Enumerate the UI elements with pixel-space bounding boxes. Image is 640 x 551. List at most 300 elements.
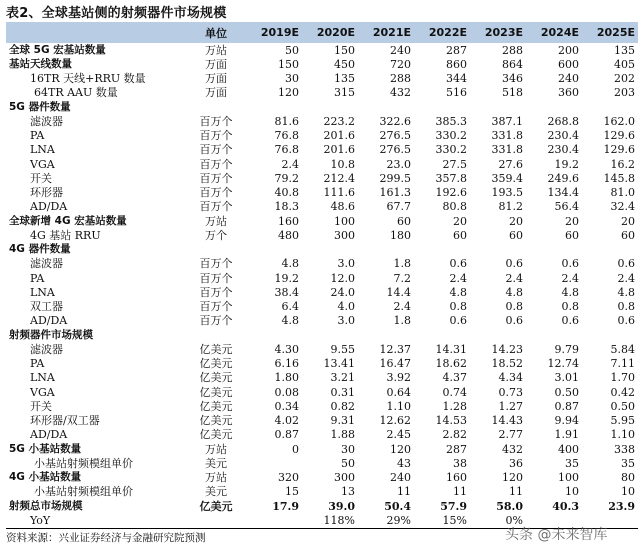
row-value — [470, 328, 526, 342]
header-unit: 单位 — [186, 22, 246, 43]
row-unit: 百万个 — [199, 300, 233, 314]
row-value: 276.5 — [379, 143, 411, 157]
table-row — [6, 414, 638, 428]
row-value: 15% — [414, 513, 470, 528]
row-label: 16TR 天线+RRU 数量 — [30, 72, 146, 86]
table-row — [6, 214, 638, 228]
row-label: 开关 — [30, 171, 52, 185]
row-value: 7.11 — [610, 357, 635, 371]
row-value: 331.8 — [491, 129, 523, 143]
row-value: 2.45 — [386, 428, 411, 442]
row-value: 4.02 — [274, 414, 299, 428]
row-value: 14.4 — [386, 285, 411, 299]
table-row — [6, 328, 638, 342]
row-label: VGA — [30, 157, 55, 171]
row-value: 50 — [285, 43, 299, 57]
row-value: 120 — [502, 471, 523, 485]
row-value: 5.84 — [610, 342, 635, 356]
row-value: 200 — [558, 43, 579, 57]
row-value — [358, 328, 414, 342]
row-value: 60 — [565, 228, 579, 242]
row-label: 环形器 — [30, 186, 63, 200]
row-value: 1.27 — [498, 399, 523, 413]
row-value: 24.0 — [330, 285, 355, 299]
row-value: 20 — [453, 214, 467, 228]
row-value: 3.21 — [330, 371, 355, 385]
row-value: 100 — [558, 471, 579, 485]
table-row — [6, 471, 638, 485]
row-value: 0.8 — [561, 300, 579, 314]
row-value — [246, 100, 302, 114]
row-value: 81.0 — [610, 186, 635, 200]
row-value: 38.4 — [274, 285, 299, 299]
table-row — [6, 300, 638, 314]
row-value: 18.52 — [491, 357, 523, 371]
row-value: 338 — [614, 442, 635, 456]
row-unit: 亿美元 — [199, 371, 233, 385]
row-unit: 百万个 — [199, 143, 233, 157]
row-label: LNA — [30, 285, 55, 299]
row-value: 0.31 — [330, 385, 355, 399]
row-unit: 万站 — [205, 43, 227, 57]
row-value: 81.2 — [498, 200, 523, 214]
table-row — [6, 171, 638, 185]
row-value: 240 — [390, 43, 411, 57]
table-row — [6, 285, 638, 299]
row-value: 6.4 — [281, 300, 299, 314]
row-value: 0.50 — [554, 385, 579, 399]
row-value: 180 — [390, 228, 411, 242]
row-value: 0% — [470, 513, 526, 528]
row-value — [358, 100, 414, 114]
row-value: 212.4 — [323, 171, 355, 185]
row-value: 23.0 — [386, 157, 411, 171]
row-value: 344 — [446, 72, 467, 86]
row-value — [246, 243, 302, 257]
row-value: 135 — [614, 43, 635, 57]
row-value: 35 — [621, 456, 635, 470]
row-value: 4.8 — [617, 285, 635, 299]
row-label: PA — [30, 357, 45, 371]
row-value: 0.87 — [554, 399, 579, 413]
row-value: 13.41 — [323, 357, 355, 371]
row-label: 4G 基站 RRU — [30, 228, 101, 242]
row-unit: 百万个 — [199, 314, 233, 328]
table-row — [6, 157, 638, 171]
row-value: 1.28 — [442, 399, 467, 413]
row-value: 60 — [509, 228, 523, 242]
row-value: 11 — [509, 485, 523, 499]
row-value: 0.6 — [617, 314, 635, 328]
row-value: 57.9 — [440, 499, 467, 513]
row-value: 516 — [446, 86, 467, 100]
row-value: 315 — [334, 86, 355, 100]
row-value — [526, 100, 582, 114]
row-label: 射频总市场规模 — [9, 499, 83, 512]
watermark-text: 头条 @未来智库 — [505, 527, 608, 543]
row-value — [526, 328, 582, 342]
row-unit — [186, 513, 246, 528]
row-value — [246, 513, 302, 528]
row-value: 10 — [565, 485, 579, 499]
row-unit — [186, 328, 246, 342]
row-value: 81.6 — [274, 114, 299, 128]
table-row — [6, 57, 638, 71]
row-value: 720 — [390, 57, 411, 71]
row-label: LNA — [30, 143, 55, 157]
row-label: 滤波器 — [30, 114, 63, 128]
row-value: 162.0 — [603, 114, 635, 128]
row-value: 120 — [278, 86, 299, 100]
row-value: 80.8 — [442, 200, 467, 214]
row-value: 30 — [285, 72, 299, 86]
row-value: 3.01 — [554, 371, 579, 385]
header-year: 2024E — [526, 22, 582, 43]
row-value — [302, 100, 358, 114]
row-value: 0.73 — [498, 385, 523, 399]
row-value: 11 — [453, 485, 467, 499]
row-value: 400 — [558, 442, 579, 456]
row-value — [470, 100, 526, 114]
row-value: 2.4 — [617, 271, 635, 285]
row-value: 0.34 — [274, 399, 299, 413]
row-unit: 百万个 — [199, 129, 233, 143]
row-label: AD/DA — [30, 314, 68, 328]
row-value: 43 — [397, 456, 411, 470]
row-value: 36 — [509, 456, 523, 470]
row-unit: 万站 — [205, 442, 227, 456]
table-row — [6, 442, 638, 456]
header-year: 2025E — [582, 22, 638, 43]
row-value: 27.5 — [442, 157, 467, 171]
row-value: 150 — [278, 57, 299, 71]
row-value: 12.74 — [547, 357, 579, 371]
row-unit — [186, 100, 246, 114]
row-label: 基站天线数量 — [9, 57, 72, 70]
watermark — [505, 524, 607, 544]
row-value: 23.9 — [608, 499, 635, 513]
row-label: 小基站射频模组单价 — [34, 485, 133, 499]
row-label: 射频器件市场规模 — [9, 328, 93, 341]
row-value: 12.0 — [330, 271, 355, 285]
row-value: 4.8 — [505, 285, 523, 299]
table-row — [6, 100, 638, 114]
table-row — [6, 499, 638, 513]
header-year: 2019E — [246, 22, 302, 43]
table-row — [6, 428, 638, 442]
row-value: 300 — [334, 228, 355, 242]
row-value: 2.4 — [561, 271, 579, 285]
row-value: 80 — [621, 471, 635, 485]
header-year: 2022E — [414, 22, 470, 43]
header-year: 2020E — [302, 22, 358, 43]
row-value: 201.6 — [323, 143, 355, 157]
row-label: PA — [30, 271, 45, 285]
row-value: 134.4 — [547, 186, 579, 200]
row-value — [246, 456, 302, 470]
row-unit: 亿美元 — [199, 414, 233, 428]
row-value: 249.6 — [547, 171, 579, 185]
row-unit: 美元 — [205, 485, 227, 499]
row-value: 192.6 — [435, 186, 467, 200]
row-value: 3.0 — [337, 257, 355, 271]
row-unit: 百万个 — [199, 171, 233, 185]
row-value: 300 — [334, 471, 355, 485]
row-unit: 百万个 — [199, 271, 233, 285]
row-value — [526, 243, 582, 257]
row-value: 0.8 — [505, 300, 523, 314]
row-label: 开关 — [30, 399, 52, 413]
row-unit: 亿美元 — [199, 399, 233, 413]
row-label: 4G 小基站数量 — [9, 471, 82, 484]
row-value: 1.88 — [330, 428, 355, 442]
row-unit: 亿美元 — [199, 428, 233, 442]
row-value: 0.6 — [449, 314, 467, 328]
row-value: 3.92 — [386, 371, 411, 385]
row-value: 18.3 — [274, 200, 299, 214]
row-label: 64TR AAU 数量 — [34, 86, 118, 100]
row-label: 全球新增 4G 宏基站数量 — [9, 214, 127, 227]
row-value — [582, 100, 638, 114]
row-value: 201.6 — [323, 129, 355, 143]
row-value: 48.6 — [330, 200, 355, 214]
row-value: 1.8 — [393, 314, 411, 328]
row-label: AD/DA — [30, 200, 68, 214]
row-value: 145.8 — [603, 171, 635, 185]
row-unit: 万站 — [205, 471, 227, 485]
row-unit: 百万个 — [199, 285, 233, 299]
table-row — [6, 43, 638, 57]
row-value: 0.6 — [505, 314, 523, 328]
row-value: 20 — [621, 214, 635, 228]
row-unit: 百万个 — [199, 186, 233, 200]
row-value: 7.2 — [393, 271, 411, 285]
row-value — [246, 328, 302, 342]
row-value: 129.6 — [603, 129, 635, 143]
row-value: 118% — [302, 513, 358, 528]
row-value — [302, 328, 358, 342]
row-value: 29% — [358, 513, 414, 528]
row-value: 38 — [453, 456, 467, 470]
row-value: 3.0 — [337, 314, 355, 328]
row-value — [414, 100, 470, 114]
row-unit: 百万个 — [199, 114, 233, 128]
table-row — [6, 186, 638, 200]
row-value: 60 — [397, 214, 411, 228]
row-value: 860 — [446, 57, 467, 71]
row-value: 16.2 — [610, 157, 635, 171]
row-value: 1.70 — [610, 371, 635, 385]
row-value: 14.53 — [435, 414, 467, 428]
row-value: 67.7 — [386, 200, 411, 214]
row-value: 9.55 — [330, 342, 355, 356]
row-value: 240 — [390, 471, 411, 485]
row-value: 864 — [502, 57, 523, 71]
row-value: 0.42 — [610, 385, 635, 399]
row-value: 405 — [614, 57, 635, 71]
row-value: 12.37 — [379, 342, 411, 356]
row-value: 4.34 — [498, 371, 523, 385]
header-label — [6, 22, 186, 43]
row-value: 387.1 — [491, 114, 523, 128]
row-value: 330.2 — [435, 143, 467, 157]
row-value: 50 — [341, 456, 355, 470]
row-label: 4G 器件数量 — [9, 243, 71, 256]
row-value: 2.4 — [281, 157, 299, 171]
table-row — [6, 456, 638, 470]
row-value: 4.8 — [281, 257, 299, 271]
row-label: VGA — [30, 385, 55, 399]
row-value: 39.0 — [328, 499, 355, 513]
header-year: 2021E — [358, 22, 414, 43]
row-value: 15 — [285, 485, 299, 499]
row-value: 0.6 — [449, 257, 467, 271]
row-value: 111.6 — [323, 186, 355, 200]
row-value: 600 — [558, 57, 579, 71]
row-label: AD/DA — [30, 428, 68, 442]
row-value: 432 — [390, 86, 411, 100]
row-value: 160 — [446, 471, 467, 485]
table-row — [6, 243, 638, 257]
row-value: 2.4 — [393, 300, 411, 314]
row-label: 5G 器件数量 — [9, 100, 71, 113]
row-value: 230.4 — [547, 129, 579, 143]
row-value: 58.0 — [496, 499, 523, 513]
row-value: 330.2 — [435, 129, 467, 143]
row-value: 129.6 — [603, 143, 635, 157]
row-value: 0.6 — [617, 257, 635, 271]
row-value: 288 — [390, 72, 411, 86]
row-value: 40.3 — [552, 499, 579, 513]
row-value: 20 — [509, 214, 523, 228]
row-unit: 万个 — [205, 228, 227, 242]
row-value: 2.82 — [442, 428, 467, 442]
row-value: 1.8 — [393, 257, 411, 271]
row-value: 9.79 — [554, 342, 579, 356]
row-value: 10 — [621, 485, 635, 499]
row-value: 13 — [341, 485, 355, 499]
row-value: 4.30 — [274, 342, 299, 356]
row-value: 10.8 — [330, 157, 355, 171]
row-label: 5G 小基站数量 — [9, 442, 82, 455]
row-value: 0.87 — [274, 428, 299, 442]
row-value: 2.4 — [505, 271, 523, 285]
row-value: 0.6 — [561, 314, 579, 328]
row-value: 76.8 — [274, 129, 299, 143]
row-value — [414, 243, 470, 257]
row-value: 0 — [292, 442, 299, 456]
row-value: 9.31 — [330, 414, 355, 428]
row-value: 2.4 — [449, 271, 467, 285]
row-unit: 万面 — [205, 72, 227, 86]
row-value: 320 — [278, 471, 299, 485]
row-label: 双工器 — [30, 300, 63, 314]
row-value: 32.4 — [610, 200, 635, 214]
row-value: 0.08 — [274, 385, 299, 399]
row-unit: 万站 — [205, 214, 227, 228]
row-value: 1.10 — [386, 399, 411, 413]
row-value: 203 — [614, 86, 635, 100]
row-value: 276.5 — [379, 129, 411, 143]
row-value: 0.74 — [442, 385, 467, 399]
row-value: 40.8 — [274, 186, 299, 200]
table-row — [6, 114, 638, 128]
row-value — [358, 243, 414, 257]
row-value: 480 — [278, 228, 299, 242]
table-row — [6, 357, 638, 371]
row-value: 287 — [446, 43, 467, 57]
row-value: 60 — [453, 228, 467, 242]
row-value: 268.8 — [547, 114, 579, 128]
row-value: 30 — [341, 442, 355, 456]
row-value: 18.62 — [435, 357, 467, 371]
table-row — [6, 314, 638, 328]
row-unit: 百万个 — [199, 200, 233, 214]
row-value — [302, 243, 358, 257]
row-unit: 亿美元 — [199, 499, 233, 513]
row-value: 1.10 — [610, 428, 635, 442]
row-unit: 亿美元 — [199, 385, 233, 399]
header-year: 2023E — [470, 22, 526, 43]
row-value: 56.4 — [554, 200, 579, 214]
row-value: 79.2 — [274, 171, 299, 185]
row-value: 100 — [334, 214, 355, 228]
row-value: 14.43 — [491, 414, 523, 428]
row-value: 0.8 — [617, 300, 635, 314]
row-unit: 万面 — [205, 57, 227, 71]
table-header-row — [6, 22, 638, 43]
row-unit — [186, 243, 246, 257]
row-label: 滤波器 — [30, 342, 63, 356]
row-value: 331.8 — [491, 143, 523, 157]
row-value: 0.64 — [386, 385, 411, 399]
row-value: 14.31 — [435, 342, 467, 356]
row-value — [582, 328, 638, 342]
row-value: 4.37 — [442, 371, 467, 385]
row-value: 160 — [278, 214, 299, 228]
row-value: 16.47 — [379, 357, 411, 371]
row-value: 60 — [621, 228, 635, 242]
row-value: 12.62 — [379, 414, 411, 428]
row-value: 19.2 — [554, 157, 579, 171]
row-unit: 百万个 — [199, 157, 233, 171]
row-value: 20 — [565, 214, 579, 228]
row-label: 滤波器 — [30, 257, 63, 271]
table-row — [6, 399, 638, 413]
table-row — [6, 257, 638, 271]
row-value — [582, 243, 638, 257]
row-value: 1.80 — [274, 371, 299, 385]
row-label: 小基站射频模组单价 — [34, 456, 133, 470]
row-value: 202 — [614, 72, 635, 86]
row-value: 288 — [502, 43, 523, 57]
table-row — [6, 86, 638, 100]
row-unit: 美元 — [205, 456, 227, 470]
row-value: 230.4 — [547, 143, 579, 157]
row-value: 5.95 — [610, 414, 635, 428]
row-value: 135 — [334, 72, 355, 86]
row-value: 240 — [558, 72, 579, 86]
table-row — [6, 129, 638, 143]
row-value: 27.6 — [498, 157, 523, 171]
row-value: 9.94 — [554, 414, 579, 428]
row-value: 4.0 — [337, 300, 355, 314]
table-row — [6, 228, 638, 242]
row-value: 161.3 — [379, 186, 411, 200]
table-row — [6, 371, 638, 385]
row-value: 322.6 — [379, 114, 411, 128]
row-value: 359.4 — [491, 171, 523, 185]
